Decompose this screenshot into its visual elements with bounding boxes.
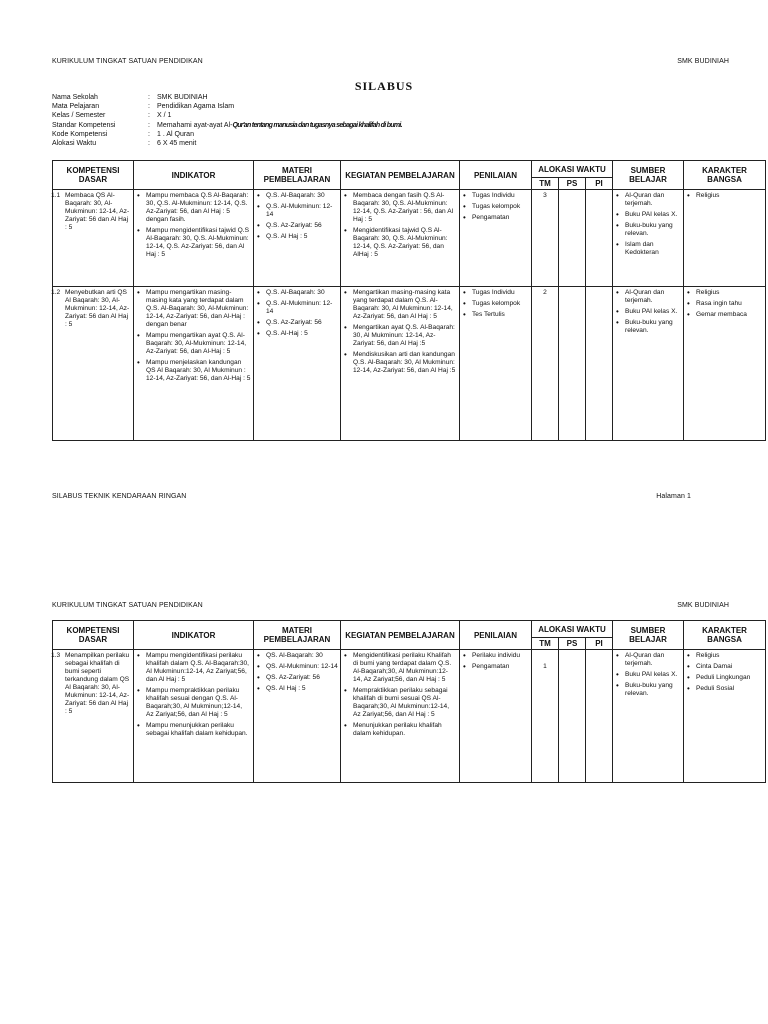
table-row (53, 190, 766, 287)
list-item: • Q.S. Al Haj : 5 (266, 233, 338, 241)
list-item: • Mampu membaca Q.S Al-Baqarah: 30, Q.S. Al-Mukminun: 12-14, Q.S. Az-Zariyat: 56, dan Al Haj : 5 dengan fasih. (146, 192, 251, 224)
list-item: • Mampu menunjukkan perilaku sebagai khalifah dalam kehidupan. (146, 722, 251, 738)
kd-text: Membaca QS Al-Baqarah: 30, Al-Mukminun: 12-14, Az-Zariyat: 56 dan Al Haj : 5 (65, 192, 130, 231)
list-item: • Q.S. Al-Baqarah: 30 (266, 192, 338, 200)
meta-label: Standar Kompetensi (52, 121, 116, 129)
meta-label: Kode Kompetensi (52, 130, 108, 138)
ps-value (559, 190, 586, 287)
header-kompetensi: KOMPETENSI DASAR (53, 161, 134, 190)
list-item: • Buku PAI kelas X. (625, 308, 681, 316)
list-item: • Q.S. Az-Zariyat: 56 (266, 222, 338, 230)
page1-header-left: KURIKULUM TINGKAT SATUAN PENDIDIKAN (52, 58, 203, 65)
meta-value: 6 X 45 menit (157, 140, 197, 148)
page1-footer-right: Halaman 1 (656, 493, 691, 500)
header-kegiatan: KEGIATAN PEMBELAJARAN (341, 621, 460, 650)
list-item: • Mengartikan ayat Q.S. Al-Baqarah: 30, Al Mukminun: 12-14, Az-Zariyat: 56, dan Al Haj :5 (353, 324, 457, 348)
list-item: • Pengamatan (472, 214, 529, 222)
meta-row-school: Nama Sekolah : SMK BUDINIAH (52, 94, 208, 101)
pi-value (586, 190, 613, 287)
list-item: • Mampu mengidentifikasi tajwid Q.S Al-Baqarah: 30, Q.S. Al-Mukminun: 12-14, Q.S. Az-Zariyat: 56, dan Al Haj : 5 (146, 227, 251, 259)
list-item: • Mampu menjelaskan kandungan QS Al Baqarah: 30, Al Mukminun : 12-14, Az-Zariyat: 56, dan Al-Haj : 5 (146, 359, 251, 383)
header-sumber: SUMBER BELAJAR (613, 161, 684, 190)
kd-number: 1.1 (51, 192, 61, 199)
page1-footer-left: SILABUS TEKNIK KENDARAAN RINGAN (52, 493, 187, 500)
list-item: • Peduli Lingkungan (696, 674, 763, 682)
list-item: • Mendiskusikan arti dan kandungan Q.S. Al-Baqarah: 30, Al Mukminun: 12-14, Az-Zariyat: 56, dan Al Haj :5 (353, 351, 457, 375)
meta-value-condensed: Qur'an tentang manusia dan tugasnya sebagai khalifah di bumi. (232, 121, 402, 129)
pi-value (586, 287, 613, 441)
list-item: • Mengidentifikasi tajwid Q.S Al-Baqarah: 30, Q.S. Al-Mukminun: 12-14, Q.S. Az-Zariyat: 56, dan AlHaj : 5 (353, 227, 457, 259)
list-item: • Tes Tertulis (472, 311, 529, 319)
list-item: • Buku PAI kelas X. (625, 211, 681, 219)
list-item: • Mampu mempraktikkan perilaku khalifah sesuai dengan Q.S. Al-Baqarah;30, Al Mukminun;12-14, Az Zariyat;56, dan Al Haj : 5 (146, 687, 251, 719)
header-indikator: INDIKATOR (134, 621, 254, 650)
list-item: • Q.S. Az-Zariyat: 56 (266, 319, 338, 327)
header-kegiatan: KEGIATAN PEMBELAJARAN (341, 161, 460, 190)
meta-label: Kelas / Semester (52, 112, 106, 120)
identity-block (52, 93, 402, 148)
list-item: • Mampu mengidentifikasi perilaku khalifah dalam Q.S. Al-Baqarah:30, Al Mukminun:12-14, Az Zariyat;56, dan Al Haj : 5 (146, 652, 251, 684)
meta-row-standard: Standar Kompetensi : Memahami ayat-ayat Al- Qur'an tentang manusia dan tugasnya sebagai khalifah di bumi. (52, 121, 402, 129)
list-item: • Perilaku individu (472, 652, 529, 660)
header-ps: PS (559, 638, 586, 650)
list-item: • Religius (696, 289, 763, 297)
meta-label: Mata Pelajaran (52, 103, 100, 111)
table-row (53, 650, 766, 783)
meta-label: Nama Sekolah (52, 94, 98, 101)
list-item: • Cinta Damai (696, 663, 763, 671)
list-item: • Mengidentifikasi perilaku Khalifah di bumi yang terdapat dalam Q.S. Al-Baqarah;30, Al Mukminun:12-14, Az Zariyat;56, dan Al Haj : 5 (353, 652, 457, 684)
header-sumber: SUMBER BELAJAR (613, 621, 684, 650)
list-item: • QS. Az-Zariyat: 56 (266, 674, 338, 682)
kd-number: 1.3 (51, 652, 61, 659)
meta-value: X / 1 (157, 112, 172, 120)
list-item: • Menunjukkan perilaku khalifah dalam kehidupan. (353, 722, 457, 738)
list-item: • Religius (696, 192, 763, 200)
list-item: • Mengartikan masing-masing kata yang terdapat dalam Q.S. Al-Baqarah: 30, Al Mukminun: 12-14, Az-Zariyat: 56, dan Al Haj : 5 (353, 289, 457, 321)
header-tm: TM (532, 178, 559, 190)
meta-row-subject: Mata Pelajaran : Pendidikan Agama Islam (52, 103, 235, 111)
header-karakter: KARAKTER BANGSA (684, 161, 766, 190)
syllabus-table-2 (52, 620, 766, 783)
list-item: • Tugas kelompok (472, 300, 529, 308)
header-alokasi: ALOKASI WAKTU (532, 621, 613, 638)
tm-value: 3 (532, 190, 559, 287)
header-ps: PS (559, 178, 586, 190)
list-item: • Membaca dengan fasih Q.S Al-Baqarah: 30, Q.S. Al-Mukminun: 12-14, Q.S. Az-Zariyat : 56, dan Al Haj : 5 (353, 192, 457, 224)
pi-value (586, 650, 613, 783)
list-item: • Al-Quran dan terjemah. (625, 192, 681, 208)
list-item: • Q.S. Al-Haj : 5 (266, 330, 338, 338)
meta-row-class: Kelas / Semester : X / 1 (52, 112, 172, 120)
list-item: • Gemar membaca (696, 311, 763, 319)
meta-row-code: Kode Kompetensi : 1 . Al Quran (52, 130, 194, 138)
list-item: • Pengamatan (472, 663, 529, 671)
header-pi: PI (586, 178, 613, 190)
header-penilaian: PENILAIAN (460, 621, 532, 650)
list-item: • QS. Al Haj : 5 (266, 685, 338, 693)
list-item: • Tugas Individu (472, 192, 529, 200)
table-row (53, 287, 766, 441)
ps-value (559, 650, 586, 783)
header-tm: TM (532, 638, 559, 650)
list-item: • Q.S. Al-Mukminun: 12-14 (266, 300, 338, 316)
ps-value (559, 287, 586, 441)
meta-value: Pendidikan Agama Islam (157, 103, 235, 111)
list-item: • Q.S. Al-Mukminun: 12-14 (266, 203, 338, 219)
syllabus-table-1 (52, 160, 766, 441)
list-item: • Mampu mengartikan ayat Q.S. Al-Baqarah: 30, Al-Mukminun: 12-14, Az-Zariyat: 56, dan Al-Haj : 5 (146, 332, 251, 356)
header-alokasi: ALOKASI WAKTU (532, 161, 613, 178)
meta-row-time: Alokasi Waktu : 6 X 45 menit (52, 140, 197, 148)
list-item: • Religius (696, 652, 763, 660)
list-item: • Buku-buku yang relevan. (625, 319, 681, 335)
list-item: • Buku PAI kelas X. (625, 671, 681, 679)
list-item: • Al-Quran dan terjemah. (625, 652, 681, 668)
page-title: SILABUS (354, 79, 414, 93)
list-item: • QS. Al-Mukminun: 12-14 (266, 663, 338, 671)
page2-header-right: SMK BUDINIAH (677, 602, 729, 609)
header-materi: MATERI PEMBELAJARAN (254, 161, 341, 190)
kd-text: Menyebutkan arti QS Al Baqarah: 30, Al-Mukminun: 12-14, Az-Zariyat: 56 dan Al Haj : 5 (65, 289, 130, 328)
kd-number: 1.2 (51, 289, 61, 296)
page1-header-right: SMK BUDINIAH (677, 58, 729, 65)
meta-value: 1 . Al Quran (157, 130, 194, 138)
list-item: • Q.S. Al-Baqarah: 30 (266, 289, 338, 297)
kd-text: Menampilkan perilaku sebagai khalifah di bumi seperti terkandung dalam QS Al Baqarah: 30, Al-Mukminun: 12-14, Az-Zariyat: 56 dan Al Haj : 5 (65, 652, 130, 715)
list-item: • Buku-buku yang relevan. (625, 222, 681, 238)
list-item: • Buku-buku yang relevan. (625, 682, 681, 698)
list-item: • Rasa ingin tahu (696, 300, 763, 308)
tm-value: 2 (532, 287, 559, 441)
list-item: • Mempraktikkan perilaku sebagai khalifah di bumi sesuai QS Al-Baqarah;30, Al Mukminun:12-14, Az Zariyat;56, dan Al Haj : 5 (353, 687, 457, 719)
tm-value: 1 (532, 650, 559, 783)
header-pi: PI (586, 638, 613, 650)
list-item: • Tugas Individu (472, 289, 529, 297)
meta-value: SMK BUDINIAH (157, 94, 208, 101)
header-kompetensi: KOMPETENSI DASAR (53, 621, 134, 650)
header-karakter: KARAKTER BANGSA (684, 621, 766, 650)
list-item: • Tugas kelompok (472, 203, 529, 211)
list-item: • Peduli Sosial (696, 685, 763, 693)
list-item: • Mampu mengartikan masing-masing kata yang terdapat dalam Q.S. Al-Baqarah: 30, Al-Mukminun: 12-14, Az-Zariyat: 56, dan Al-Haj : dengan benar (146, 289, 251, 329)
list-item: • Al-Quran dan terjemah. (625, 289, 681, 305)
list-item: • QS. Al-Baqarah: 30 (266, 652, 338, 660)
list-item: • Islam dan Kedokteran (625, 241, 681, 257)
page2-header-left: KURIKULUM TINGKAT SATUAN PENDIDIKAN (52, 602, 203, 609)
meta-label: Alokasi Waktu (52, 140, 97, 148)
header-penilaian: PENILAIAN (460, 161, 532, 190)
header-materi: MATERI PEMBELAJARAN (254, 621, 341, 650)
meta-value: Memahami ayat-ayat Al- (157, 121, 233, 129)
header-indikator: INDIKATOR (134, 161, 254, 190)
